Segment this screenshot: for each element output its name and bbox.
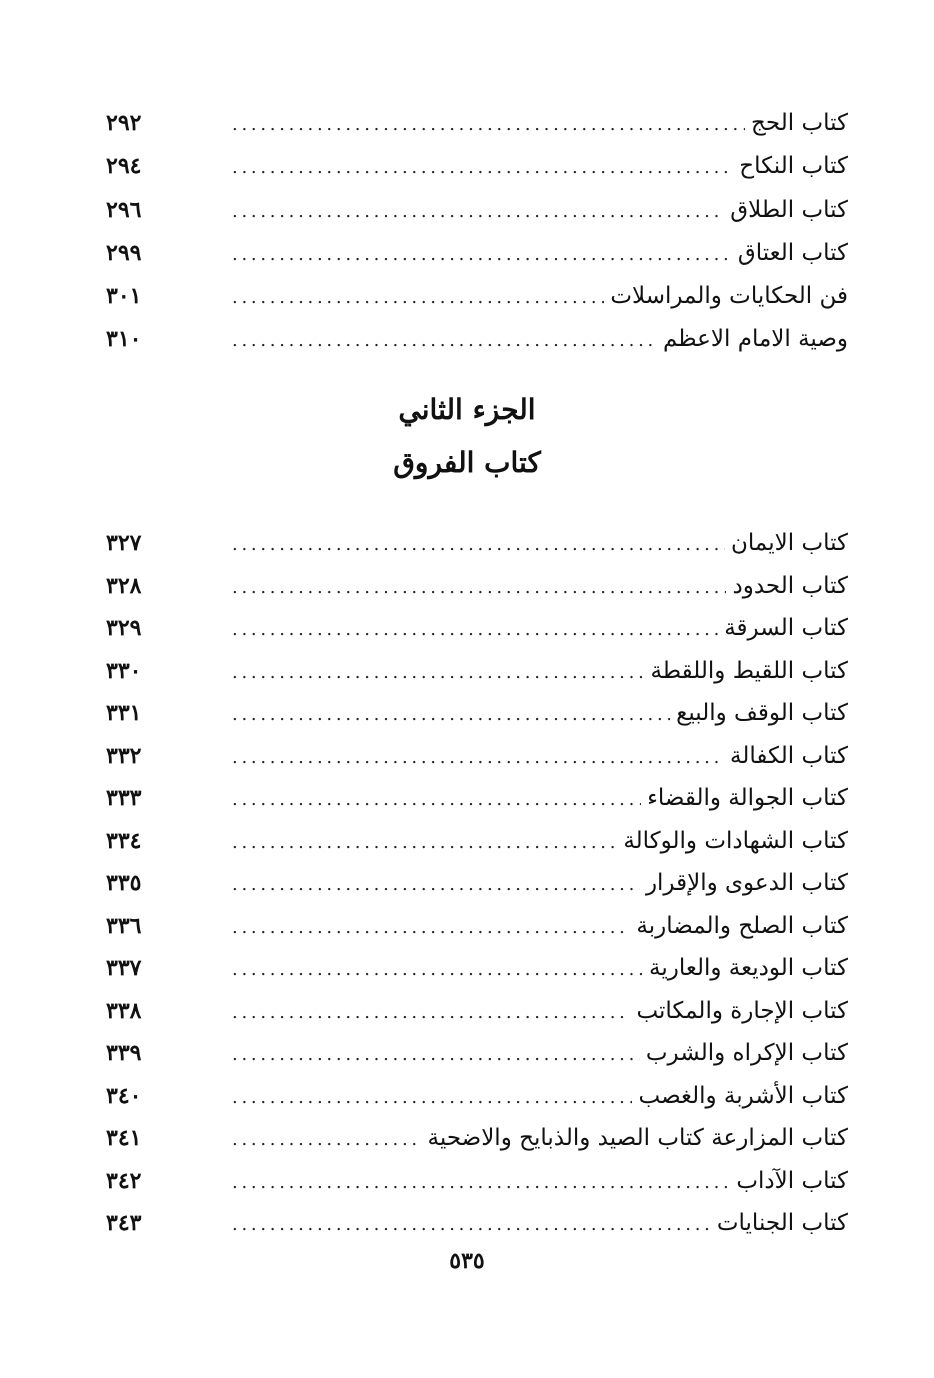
toc-entry-page: ٣٤١ xyxy=(106,1125,142,1151)
toc-entry-page: ٢٩٤ xyxy=(106,153,142,180)
page-number: ٥٣٥ xyxy=(449,1248,485,1274)
dot-leader xyxy=(166,1162,730,1204)
toc-entry-page: ٣٣٣ xyxy=(106,785,142,811)
toc-entry-title: كتاب الشهادات والوكالة xyxy=(623,827,848,854)
toc-entry xyxy=(106,522,848,565)
toc-entry-page: ٢٩٩ xyxy=(106,239,142,266)
toc-entry-title: كتاب الآداب xyxy=(736,1167,848,1194)
dot-leader xyxy=(166,146,733,188)
toc-entry-title: كتاب الحج xyxy=(751,110,848,136)
book-heading: كتاب الفروق xyxy=(393,446,541,479)
toc-entry xyxy=(106,692,848,735)
toc-entry-page: ٣٢٩ xyxy=(106,615,142,641)
toc-entry-title: كتاب اللقيط واللقطة xyxy=(650,657,848,684)
toc-entry-page: ٣٤٣ xyxy=(106,1210,142,1236)
toc-entry xyxy=(106,607,848,650)
toc-entry xyxy=(106,1202,848,1245)
toc-entry-title: كتاب السرقة xyxy=(724,615,848,641)
toc-entry-page: ٣١٠ xyxy=(106,326,142,353)
toc-entry xyxy=(106,905,848,948)
dot-leader xyxy=(166,779,641,821)
toc-entry-page: ٣٤٠ xyxy=(106,1082,142,1109)
toc-entry xyxy=(106,947,848,990)
part-heading: الجزء الثاني xyxy=(398,393,536,426)
toc-entry-title: كتاب الايمان xyxy=(731,530,848,556)
dot-leader xyxy=(166,1034,640,1076)
dot-leader xyxy=(166,319,657,361)
toc-entry xyxy=(106,777,848,820)
toc-entry-title: كتاب الوديعة والعارية xyxy=(649,955,848,981)
toc-entry xyxy=(106,1160,848,1203)
toc-entry xyxy=(106,735,848,778)
dot-leader xyxy=(166,949,643,991)
toc-entry-page: ٣٣٠ xyxy=(106,657,142,684)
dot-leader xyxy=(166,992,630,1034)
toc-entry xyxy=(106,820,848,863)
toc-entry xyxy=(106,1032,848,1075)
toc-entry-page: ٣٣٦ xyxy=(106,912,142,939)
toc-entry xyxy=(106,565,848,608)
dot-leader xyxy=(166,276,604,318)
toc-entry-page: ٣٣٩ xyxy=(106,1040,142,1066)
dot-leader xyxy=(166,694,670,736)
toc-entry xyxy=(106,862,848,905)
toc-entry xyxy=(106,189,848,232)
dot-leader xyxy=(166,103,745,145)
dot-leader xyxy=(166,609,718,651)
toc-entry-title: فن الحكايات والمراسلات xyxy=(610,283,848,310)
toc-entry-title: كتاب الإجارة والمكاتب xyxy=(636,997,848,1024)
toc-entry-page: ٣٣٢ xyxy=(106,742,142,769)
dot-leader xyxy=(166,907,630,949)
toc-entry-title: كتاب الدعوى والإقرار xyxy=(645,870,848,896)
toc-list-part-one xyxy=(106,102,848,362)
toc-entry-page: ٣٣٤ xyxy=(106,827,142,854)
toc-entry-page: ٣٤٢ xyxy=(106,1167,142,1194)
toc-entry-page: ٣٣٥ xyxy=(106,870,142,896)
toc-entry-title: كتاب المزارعة كتاب الصيد والذبايح والاضحية xyxy=(427,1125,848,1151)
dot-leader xyxy=(166,1077,632,1119)
toc-list-part-two xyxy=(106,522,848,1245)
toc-entry-title: كتاب الوقف والبيع xyxy=(676,700,848,726)
dot-leader xyxy=(166,1119,422,1161)
toc-entry-page: ٣٣١ xyxy=(106,700,142,726)
dot-leader xyxy=(166,737,724,779)
toc-entry xyxy=(106,1075,848,1118)
toc-entry-title: كتاب الصلح والمضاربة xyxy=(636,912,848,939)
toc-entry-title: كتاب الجنايات xyxy=(716,1210,848,1236)
dot-leader xyxy=(166,233,732,275)
toc-entry-page: ٣٣٧ xyxy=(106,955,142,981)
toc-entry xyxy=(106,990,848,1033)
toc-entry xyxy=(106,318,848,361)
dot-leader xyxy=(166,524,725,566)
toc-entry xyxy=(106,1117,848,1160)
dot-leader xyxy=(166,652,644,694)
toc-entry-title: كتاب الإكراه والشرب xyxy=(645,1040,848,1066)
toc-entry-title: كتاب الأشربة والغصب xyxy=(638,1082,848,1109)
toc-entry-page: ٢٩٦ xyxy=(106,196,142,223)
toc-entry-page: ٣٢٨ xyxy=(106,572,142,599)
toc-entry xyxy=(106,275,848,318)
toc-entry-page: ٣٣٨ xyxy=(106,997,142,1024)
toc-entry xyxy=(106,102,848,145)
dot-leader xyxy=(166,1204,711,1246)
toc-entry-title: كتاب الطلاق xyxy=(730,196,848,223)
toc-entry-title: كتاب الجوالة والقضاء xyxy=(647,785,848,811)
toc-entry-page: ٣٠١ xyxy=(106,283,142,310)
toc-entry-page: ٢٩٢ xyxy=(106,110,142,136)
toc-entry-title: كتاب النكاح xyxy=(739,153,848,180)
toc-entry xyxy=(106,232,848,275)
toc-entry-title: وصية الامام الاعظم xyxy=(662,326,848,353)
toc-entry xyxy=(106,650,848,693)
toc-entry xyxy=(106,145,848,188)
dot-leader xyxy=(166,822,617,864)
dot-leader xyxy=(166,567,726,609)
dot-leader xyxy=(166,864,640,906)
toc-entry-title: كتاب الحدود xyxy=(732,572,848,599)
toc-entry-title: كتاب الكفالة xyxy=(730,742,848,769)
toc-entry-title: كتاب العتاق xyxy=(737,239,848,266)
dot-leader xyxy=(166,190,724,232)
toc-entry-page: ٣٢٧ xyxy=(106,530,142,556)
